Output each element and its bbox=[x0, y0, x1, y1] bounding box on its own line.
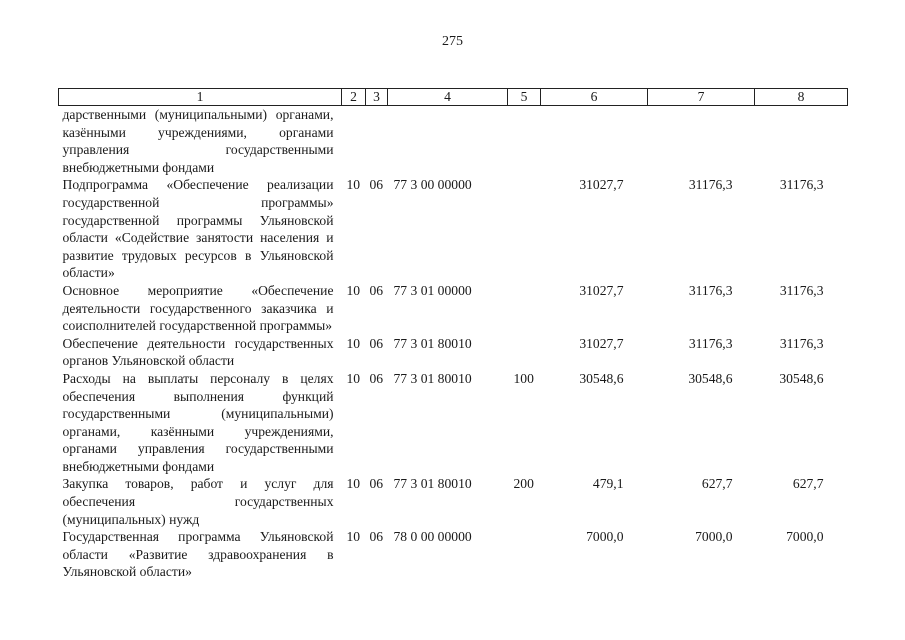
row-target-code: 77 3 00 00000 bbox=[393, 177, 472, 193]
row-year2-amount: 627,7 bbox=[701, 476, 733, 492]
row-year1-amount: 31027,7 bbox=[579, 282, 624, 298]
table-row bbox=[59, 475, 848, 528]
row-subsection bbox=[366, 106, 388, 177]
row-section: 10 bbox=[346, 335, 361, 351]
row-year2-amount: 30548,6 bbox=[688, 370, 733, 386]
row-year2-amount: 31176,3 bbox=[688, 335, 733, 351]
row-year3-amount: 627,7 bbox=[792, 476, 824, 492]
row-target-code: 77 3 01 80010 bbox=[393, 335, 472, 351]
row-subsection: 06 bbox=[369, 335, 384, 351]
row-section: 10 bbox=[346, 529, 361, 545]
row-year2-amount: 7000,0 bbox=[695, 529, 733, 545]
row-year2-amount bbox=[648, 106, 755, 177]
row-expense-type bbox=[508, 335, 541, 370]
page-number: 275 bbox=[442, 34, 463, 49]
row-target-code: 78 0 00 00000 bbox=[393, 529, 472, 545]
row-year1-amount bbox=[541, 106, 648, 177]
row-section: 10 bbox=[346, 177, 361, 193]
row-name: Государственная программа Ульяновской области «Развитие здравоохранения в Ульяновской области» bbox=[62, 529, 334, 580]
row-year1-amount: 7000,0 bbox=[586, 529, 624, 545]
row-subsection: 06 bbox=[369, 370, 384, 386]
row-name: Закупка товаров, работ и услуг для обеспечения государственных (муниципальных) нужд bbox=[62, 476, 334, 527]
table-row bbox=[59, 282, 848, 335]
row-expense-type bbox=[508, 176, 541, 282]
row-name: Обеспечение деятельности государственных органов Ульяновской области bbox=[62, 335, 334, 369]
header-cell-2: 2 bbox=[342, 89, 366, 106]
row-name: Основное мероприятие «Обеспечение деятельности государственного заказчика и соисполнителей государственной программы» bbox=[62, 282, 334, 334]
row-name: дарственными (муниципальными) органами, казёнными учреждениями, органами управления государственными внебюджетными фондами bbox=[62, 107, 334, 175]
row-year3-amount: 7000,0 bbox=[786, 529, 824, 545]
table-row bbox=[59, 106, 848, 177]
row-expense-type bbox=[508, 106, 541, 177]
header-cell-1: 1 bbox=[59, 89, 342, 106]
row-expense-type: 100 bbox=[513, 370, 534, 386]
row-target-code: 77 3 01 80010 bbox=[393, 476, 472, 492]
row-year1-amount: 30548,6 bbox=[579, 370, 624, 386]
row-section bbox=[342, 106, 366, 177]
budget-table bbox=[58, 88, 848, 581]
row-name: Подпрограмма «Обеспечение реализации государственной программы» государственной программы Ульяновской области «Содействие занятости населения и развитие трудовых ресурсов в Ульяновской области» bbox=[62, 177, 334, 281]
row-section: 10 bbox=[346, 282, 361, 298]
header-row bbox=[59, 89, 848, 106]
row-year3-amount: 30548,6 bbox=[779, 370, 824, 386]
row-target-code: 77 3 01 80010 bbox=[393, 370, 472, 386]
header-cell-4: 4 bbox=[388, 89, 508, 106]
table-row bbox=[59, 176, 848, 282]
row-year3-amount bbox=[755, 106, 848, 177]
header-cell-6: 6 bbox=[541, 89, 648, 106]
row-year3-amount: 31176,3 bbox=[779, 335, 824, 351]
row-expense-type bbox=[508, 282, 541, 335]
row-section: 10 bbox=[346, 476, 361, 492]
header-cell-3: 3 bbox=[366, 89, 388, 106]
header-cell-7: 7 bbox=[648, 89, 755, 106]
row-year1-amount: 31027,7 bbox=[579, 177, 624, 193]
row-section: 10 bbox=[346, 370, 361, 386]
row-subsection: 06 bbox=[369, 529, 384, 545]
table-row bbox=[59, 335, 848, 370]
row-subsection: 06 bbox=[369, 282, 384, 298]
row-year3-amount: 31176,3 bbox=[779, 282, 824, 298]
header-cell-5: 5 bbox=[508, 89, 541, 106]
row-year3-amount: 31176,3 bbox=[779, 177, 824, 193]
table-row bbox=[59, 370, 848, 476]
row-year2-amount: 31176,3 bbox=[688, 177, 733, 193]
table-row bbox=[59, 528, 848, 581]
row-year1-amount: 31027,7 bbox=[579, 335, 624, 351]
row-target-code bbox=[388, 106, 508, 177]
row-expense-type bbox=[508, 528, 541, 581]
row-subsection: 06 bbox=[369, 177, 384, 193]
header-cell-8: 8 bbox=[755, 89, 848, 106]
row-target-code: 77 3 01 00000 bbox=[393, 282, 472, 298]
row-year2-amount: 31176,3 bbox=[688, 282, 733, 298]
row-subsection: 06 bbox=[369, 476, 384, 492]
row-year1-amount: 479,1 bbox=[592, 476, 624, 492]
row-expense-type: 200 bbox=[513, 476, 534, 492]
row-name: Расходы на выплаты персоналу в целях обеспечения выполнения функций государственными (муниципальными) органами, казёнными учреждениями, органами управления государственными внебюджетными фондами bbox=[62, 370, 334, 474]
